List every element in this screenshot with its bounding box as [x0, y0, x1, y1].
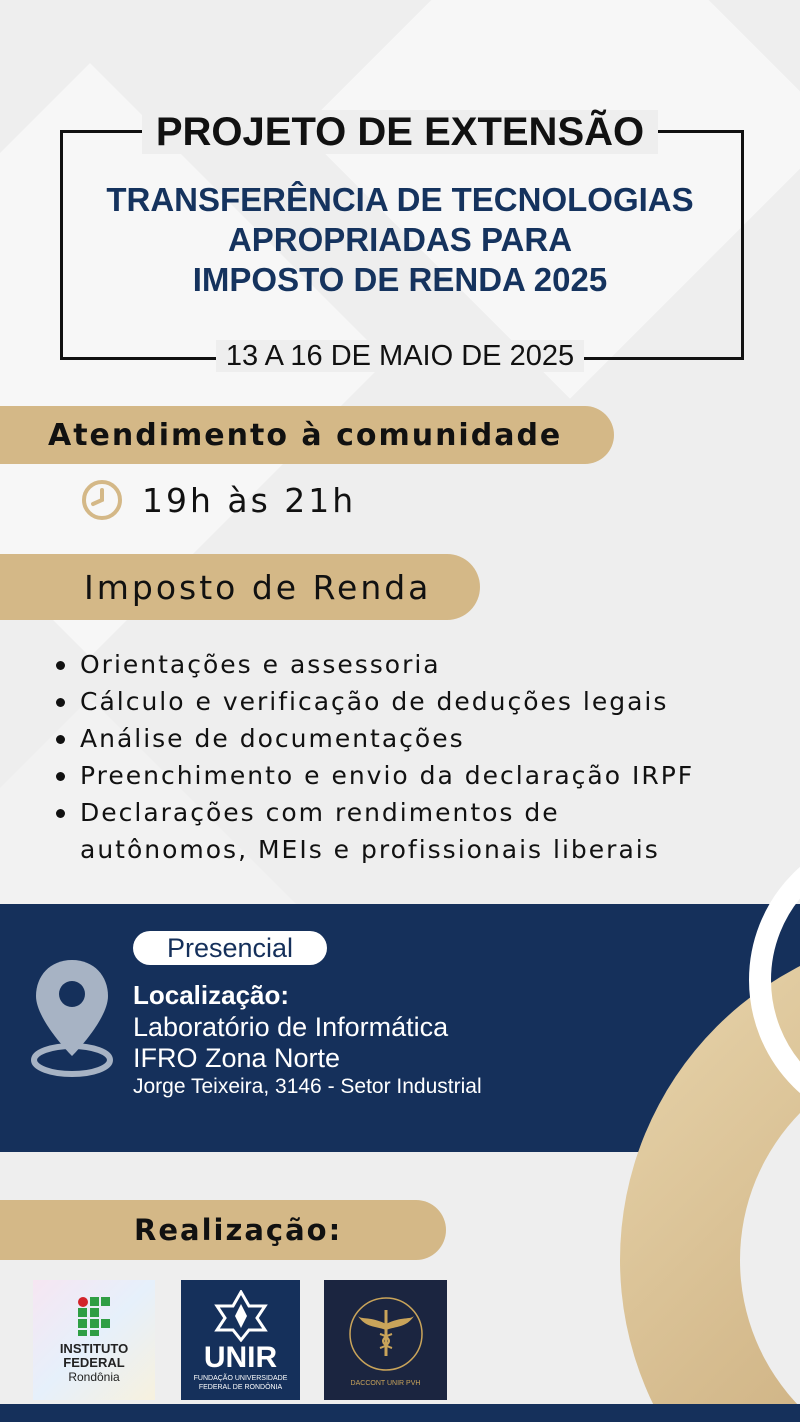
location-address: Jorge Teixeira, 3146 - Setor Industrial: [133, 1075, 482, 1098]
logo-text: Rondônia: [68, 1370, 120, 1384]
list-item: Orientações e assessoria: [52, 646, 694, 683]
ifro-logo: [33, 1280, 155, 1400]
unir-star-icon: [213, 1290, 269, 1342]
location-line: Laboratório de Informática: [133, 1012, 449, 1042]
subtitle-line: TRANSFERÊNCIA DE TECNOLOGIAS: [106, 181, 694, 218]
location-label: Localização:: [133, 980, 290, 1010]
logo-text: DACCONT UNIR PVH: [350, 1380, 421, 1387]
logo-text: INSTITUTO: [59, 1341, 129, 1356]
list-item: Declarações com rendimentos de: [52, 794, 694, 831]
service-heading: Atendimento à comunidade: [0, 406, 614, 464]
service-time: [80, 478, 356, 522]
topic-heading: Imposto de Renda: [0, 554, 480, 620]
logo-text: FEDERAL: [63, 1355, 125, 1370]
subtitle-line: IMPOSTO DE RENDA 2025: [192, 261, 608, 298]
logo-text: FUNDAÇÃO UNIVERSIDADE: [193, 1375, 288, 1382]
daccont-logo: [324, 1280, 447, 1400]
map-pin-icon: [30, 956, 114, 1080]
list-item-continuation: autônomos, MEIs e profissionais liberais: [80, 835, 660, 864]
credits-heading: Realização:: [0, 1200, 446, 1260]
project-title: PROJETO DE EXTENSÃO: [0, 110, 800, 155]
list-item: Cálculo e verificação de deduções legais: [52, 683, 694, 720]
logo-text: FEDERAL DE RONDÔNIA: [198, 1384, 283, 1391]
clock-icon: [80, 478, 124, 522]
unir-logo: [181, 1280, 300, 1400]
subtitle-line: APROPRIADAS PARA: [227, 221, 573, 258]
logo-text: UNIR: [203, 1341, 278, 1374]
project-subtitle: [0, 180, 800, 300]
list-item: Análise de documentações: [52, 720, 694, 757]
event-date: 13 A 16 DE MAIO DE 2025: [0, 340, 800, 373]
location-line: IFRO Zona Norte: [133, 1043, 341, 1073]
mode-badge: Presencial: [133, 931, 327, 965]
bottom-bar: [0, 1404, 800, 1422]
caduceus-icon: [346, 1294, 426, 1374]
list-item: Preenchimento e envio da declaração IRPF: [52, 757, 694, 794]
decorative-rings: [560, 820, 800, 1422]
time-text: 19h às 21h: [142, 480, 357, 520]
ifro-emblem-icon: [77, 1296, 111, 1336]
